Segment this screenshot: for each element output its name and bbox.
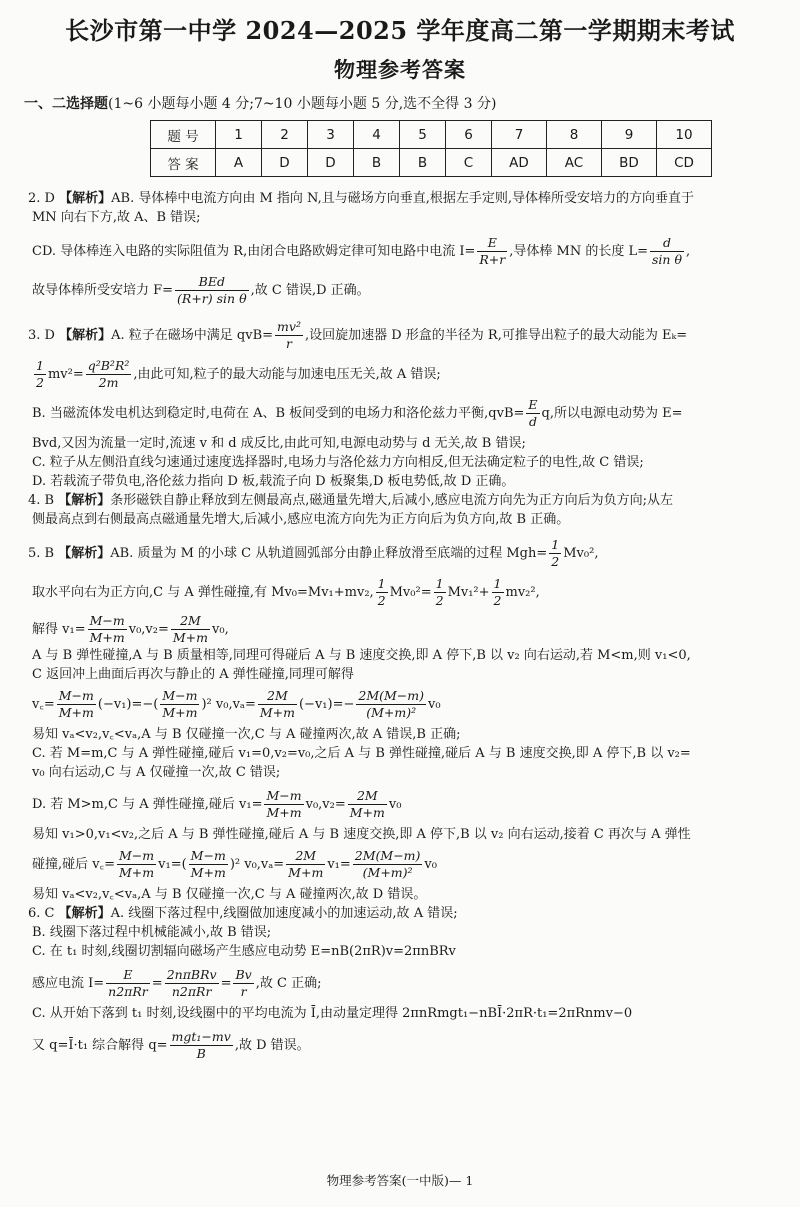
fraction: $\frac{2M}{M+m}$ [349, 788, 385, 820]
fraction: $\frac{E}{\text{n2πRr}}$ [108, 967, 148, 999]
text-line: C 返回冲上曲面后再次与静止的 A 弹性碰撞,同理可解得 [32, 667, 354, 682]
fraction: $\frac{1}{2}$ [493, 576, 502, 608]
table-cell: 4 [354, 121, 400, 149]
text-line: C. 从开始下落到 t₁ 时刻,设线圈中的平均电流为 Ī,由动量定理得 2πnRmgt₁−nBĪ·2πR·t₁=2πRnmv−0 [32, 1006, 633, 1021]
analysis-tag: 【解析】 [58, 906, 111, 921]
fraction: $\frac{1}{2}$ [551, 537, 560, 569]
fraction: $\frac{M-m}{M+m}$ [266, 788, 302, 820]
text-line: 碰撞,碰后 v꜀= $\frac{M-m}{M+m}$ v₁=( $\frac{M-m}{M+m}$ )² v₀,vₐ= $\frac{2M}{M+m}$ v₁= $\frac{2M(M-m)}{\text{(M+m)²}}$ v₀ [32, 848, 437, 880]
table-cell: A [216, 149, 262, 177]
text-line: 易知 v₁>0,v₁<v₂,之后 A 与 B 弹性碰撞,碰后 A 与 B 速度交换,即 A 停下,B 以 v₂ 向右运动,接着 C 再次与 A 弹性 [32, 827, 691, 842]
text-line: B. 当磁流体发电机达到稳定时,电荷在 A、B 板间受到的电场力和洛伦兹力平衡,qvB= $\frac{E}{d}$ q,所以电源电动势为 E= [32, 397, 683, 429]
text-line: 5. B 【解析】AB. 质量为 M 的小球 C 从轨道圆弧部分由静止释放滑至底端的过程 Mgh= $\frac{1}{2}$ Mv₀², [28, 537, 599, 569]
text-line: 6. C 【解析】A. 线圈下落过程中,线圈做加速度减小的加速运动,故 A 错误; [28, 906, 458, 921]
text-line: MN 向右下方,故 A、B 错误; [32, 210, 201, 225]
exam-title: 长沙市第一中学 2024—2025 学年度高二第一学期期末考试 [65, 16, 735, 45]
table-cell: 2 [262, 121, 308, 149]
solutions [24, 181, 776, 1062]
fraction: $\frac{1}{2}$ [377, 576, 386, 608]
text-line: CD. 导体棒连入电路的实际阻值为 R,由闭合电路欧姆定律可知电路中电流 I= $\frac{E}{R+r}$ ,导体棒 MN 的长度 L= $\frac{d}{\text{sin θ}}$ , [32, 235, 691, 267]
question-number: 5. B [28, 546, 55, 561]
text-line: v꜀= $\frac{M-m}{M+m}$ (−v₁)=−( $\frac{M-m}{M+m}$ )² v₀,vₐ= $\frac{2M}{M+m}$ (−v₁)=− $\frac{2M(M-m)}{\text{(M+m)²}}$ v₀ [32, 688, 441, 720]
question-3 [24, 319, 776, 491]
table-cell: D [262, 149, 308, 177]
analysis-tag: 【解析】 [59, 191, 112, 206]
analysis-tag: 【解析】 [58, 493, 111, 508]
table-row-answers [151, 149, 712, 177]
fraction: $\frac{d}{\text{sin θ}}$ [652, 235, 682, 267]
table-cell: 5 [400, 121, 446, 149]
question-number: 4. B [28, 493, 55, 508]
question-4 [24, 491, 776, 529]
table-cell: 10 [657, 121, 712, 149]
answer-subtitle: 物理参考答案 [334, 57, 466, 82]
fraction: $\frac{\text{mv²}}{r}$ [277, 319, 301, 351]
question-number: 3. D [28, 328, 55, 343]
fraction: $\frac{E}{R+r}$ [479, 235, 506, 267]
text-line: C. 在 t₁ 时刻,线圈切割辐向磁场产生感应电动势 E=nB(2πR)v=2πnBRv [32, 944, 456, 959]
text-line: 又 q=Ī·t₁ 综合解得 q= $\frac{\text{mgt₁−mv}}{B}$ ,故 D 错误。 [32, 1029, 310, 1061]
page-footer: 物理参考答案(一中版)— 1 [326, 1173, 474, 1188]
fraction: $\frac{\text{q²B²R²}}{2m}$ [87, 358, 130, 390]
fraction: $\frac{\text{mgt₁−mv}}{B}$ [171, 1029, 231, 1061]
text-line: v₀ 向右运动,C 与 A 仅碰撞一次,故 C 错误; [32, 765, 281, 780]
question-number: 6. C [28, 906, 55, 921]
fraction: $\frac{Bv}{r}$ [235, 967, 252, 999]
table-cell: 9 [602, 121, 657, 149]
table-cell: 8 [547, 121, 602, 149]
fraction: $\frac{\text{2nπBRv}}{\text{n2πRr}}$ [166, 967, 217, 999]
text-line: AB. 导体棒中电流方向由 M 指向 N,且与磁场方向垂直,根据左手定则,导体棒所受安培力的方向垂直于 [111, 191, 694, 206]
text-line: 侧最高点到右侧最高点磁通量先增大,后减小,感应电流方向先为正方向后为负方向,故 B 正确。 [32, 512, 570, 527]
text-line: 3. D 【解析】A. 粒子在磁场中满足 qvB= $\frac{\text{mv²}}{r}$ ,设回旋加速器 D 形盒的半径为 R,可推导出粒子的最大动能为 Eₖ= [28, 319, 688, 351]
table-cell: 1 [216, 121, 262, 149]
fraction: $\frac{2M(M-m)}{\text{(M+m)²}}$ [354, 848, 421, 880]
fraction: $\frac{\text{BEd}}{\text{(R+r) sin θ}}$ [177, 274, 247, 306]
text-line: 易知 vₐ<v₂,v꜀<vₐ,A 与 B 仅碰撞一次,C 与 A 碰撞两次,故 D 错误。 [32, 887, 427, 902]
text-line: 解得 v₁= $\frac{M-m}{M+m}$ v₀,v₂= $\frac{2M}{M+m}$ v₀, [32, 613, 229, 645]
fraction: $\frac{M-m}{M+m}$ [58, 688, 94, 720]
fraction: $\frac{M-m}{M+m}$ [162, 688, 198, 720]
text-line: 取水平向右为正方向,C 与 A 弹性碰撞,有 Mv₀=Mv₁+mv₂, $\frac{1}{2}$ Mv₀²= $\frac{1}{2}$ Mv₁²+ $\frac{1}{2}$ mv₂², [32, 576, 540, 608]
table-cell: D [308, 149, 354, 177]
fraction: $\frac{M-m}{M+m}$ [89, 613, 125, 645]
fraction: $\frac{2M}{M+m}$ [259, 688, 295, 720]
text-line: C. 粒子从左侧沿直线匀速通过速度选择器时,电场力与洛伦兹力方向相反,但无法确定粒子的电性,故 C 错误; [32, 455, 644, 470]
table-cell: AD [492, 149, 547, 177]
analysis-tag: 【解析】 [59, 328, 112, 343]
question-5 [24, 537, 776, 904]
fraction: $\frac{2M}{M+m}$ [172, 613, 209, 645]
section-heading [24, 94, 776, 114]
table-row-label: 答 案 [151, 149, 216, 177]
fraction: $\frac{1}{2}$ [435, 576, 444, 608]
question-number: 2. D [28, 191, 55, 206]
table-row-label: 题 号 [151, 121, 216, 149]
table-cell: BD [602, 149, 657, 177]
table-cell: 3 [308, 121, 354, 149]
text-line: D. 若载流子带负电,洛伦兹力指向 D 板,载流子向 D 板聚集,D 板电势低,故 D 正确。 [32, 474, 515, 489]
fraction: $\frac{E}{d}$ [528, 397, 538, 429]
text-line: C. 若 M=m,C 与 A 弹性碰撞,碰后 v₁=0,v₂=v₀,之后 A 与 B 弹性碰撞,碰后 A 与 B 速度交换,即 A 停下,B 以 v₂= [32, 746, 691, 761]
fraction: $\frac{M-m}{M+m}$ [190, 848, 226, 880]
text-line: 感应电流 I= $\frac{E}{\text{n2πRr}}$ = $\frac{\text{2nπBRv}}{\text{n2πRr}}$ = $\frac{Bv}{r}$ ,故 C 正确; [32, 967, 322, 999]
fraction: $\frac{1}{2}$ [36, 358, 44, 390]
table-cell: 7 [492, 121, 547, 149]
text-line: D. 若 M>m,C 与 A 弹性碰撞,碰后 v₁= $\frac{M-m}{M+m}$ v₀,v₂= $\frac{2M}{M+m}$ v₀ [32, 788, 402, 820]
table-cell: 6 [446, 121, 492, 149]
text-line: 4. B 【解析】条形磁铁自静止释放到左侧最高点,磁通量先增大,后减小,感应电流方向先为正方向后为负方向;从左 [28, 493, 674, 508]
table-cell: AC [547, 149, 602, 177]
text-line: Bvd,又因为流量一定时,流速 v 和 d 成反比,由此可知,电源电动势与 d 无关,故 B 错误; [32, 436, 526, 451]
section-label: 一、二选择题 [24, 96, 108, 112]
question-6 [24, 904, 776, 1062]
section-note: (1~6 小题每小题 4 分;7~10 小题每小题 5 分,选不全得 3 分) [108, 96, 497, 112]
fraction: $\frac{M-m}{M+m}$ [119, 848, 155, 880]
fraction: $\frac{2M(M-m)}{\text{(M+m)²}}$ [358, 688, 425, 720]
text-line: 故导体棒所受安培力 F= $\frac{\text{BEd}}{\text{(R+r) sin θ}}$ ,故 C 错误,D 正确。 [32, 274, 370, 306]
text-line: $\frac{1}{2}$ mv²= $\frac{\text{q²B²R²}}{2m}$ ,由此可知,粒子的最大动能与加速电压无关,故 A 错误; [36, 358, 441, 390]
question-2 [24, 189, 776, 307]
analysis-tag: 【解析】 [58, 546, 111, 561]
text-line: A 与 B 弹性碰撞,A 与 B 质量相等,同理可得碰后 A 与 B 速度交换,即 A 停下,B 以 v₂ 向右运动,若 M<m,则 v₁<0, [32, 648, 691, 663]
table-row-numbers [151, 121, 712, 149]
text-line: 易知 vₐ<v₂,v꜀<vₐ,A 与 B 仅碰撞一次,C 与 A 碰撞两次,故 A 错误,B 正确; [32, 727, 461, 742]
answer-table [150, 120, 712, 177]
fraction: $\frac{2M}{M+m}$ [288, 848, 324, 880]
table-cell: B [354, 149, 400, 177]
text-line: B. 线圈下落过程中机械能减小,故 B 错误; [32, 925, 272, 940]
table-cell: CD [657, 149, 712, 177]
table-cell: B [400, 149, 446, 177]
table-cell: C [446, 149, 492, 177]
